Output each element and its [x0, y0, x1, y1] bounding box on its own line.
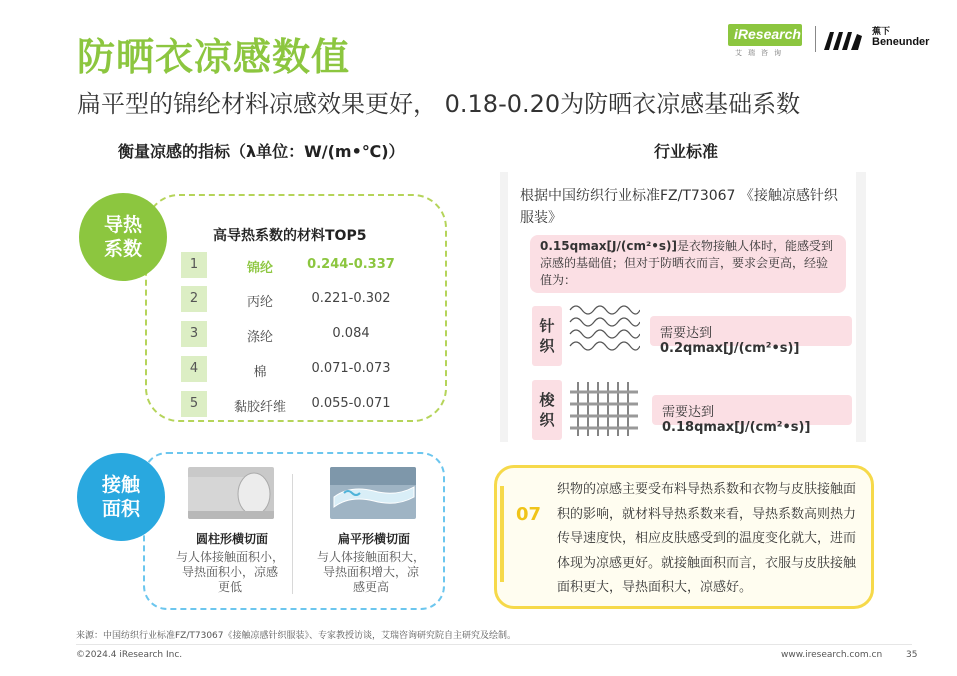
conductivity-value: 0.244-0.337 [307, 257, 395, 272]
conductivity-badge-line1: 导热 [103, 214, 142, 236]
flat-desc-line: 感更高 [352, 580, 389, 594]
baseline-note [530, 235, 846, 293]
contact-area-badge [77, 453, 165, 541]
knit-tag-char: 针 [539, 317, 555, 335]
top5-table-title: 高导热系数的材料TOP5 [213, 228, 367, 244]
conductivity-badge-line2: 系数 [103, 238, 142, 260]
beneunder-logo-icon [824, 30, 864, 50]
knit-req-prefix: 需要达到 [660, 326, 713, 341]
flat-fiber-image [330, 467, 416, 519]
round-desc-line: 与人体接触面积小， [175, 550, 284, 564]
flat-desc-line: 与人体接触面积大， [316, 550, 425, 564]
summary-number: 07 [516, 504, 542, 525]
contact-badge-line1: 接触 [101, 474, 140, 496]
logo-divider [815, 26, 816, 52]
material-name: 棉 [253, 365, 267, 380]
woven-requirement [652, 395, 852, 435]
flat-section-desc [308, 550, 434, 595]
round-section-title: 圆柱形横切面 [195, 532, 268, 546]
page-subtitle: 扁平型的锦纶材料凉感效果更好， 0.18-0.20为防晒衣凉感基础系数 [77, 90, 801, 118]
woven-tag-char: 织 [539, 411, 555, 429]
woven-tag [532, 380, 562, 440]
knit-tag-char: 织 [539, 337, 555, 355]
source-note: 来源：中国纺织行业标准FZ/T73067《接触凉感针织服装》、专家教授访谈，艾瑞咨询研究院自主研究及绘制。 [76, 631, 517, 641]
copyright: ©2024.4 iResearch Inc. [76, 650, 183, 660]
rank-number: 5 [181, 391, 207, 417]
knit-fabric-image [568, 302, 640, 362]
woven-req-value: 0.18qmax[J/(cm²•s)] [662, 420, 811, 435]
knit-req-value: 0.2qmax[J/(cm²•s)] [660, 341, 800, 356]
conductivity-value: 0.071-0.073 [311, 361, 391, 376]
material-name: 锦纶 [246, 261, 273, 276]
round-fiber-image [188, 467, 274, 519]
round-section-desc [168, 550, 292, 595]
rank-number: 2 [181, 286, 207, 312]
material-name: 涤纶 [246, 330, 273, 345]
woven-req-prefix: 需要达到 [662, 405, 715, 420]
baseline-value: 0.15qmax[J/(cm²•s)] [540, 239, 678, 253]
iresearch-logo-cn: 艾瑞咨询 [735, 49, 787, 57]
rank-number: 1 [181, 252, 207, 278]
material-name: 丙纶 [246, 295, 273, 310]
material-name: 黏胶纤维 [233, 400, 286, 415]
round-desc-line: 导热面积小，凉感 [181, 565, 278, 579]
summary-accent-bar [500, 486, 504, 582]
table-row [181, 356, 431, 383]
conductivity-value: 0.221-0.302 [311, 291, 391, 306]
page-number: 35 [906, 650, 918, 660]
summary-text: 织物的凉感主要受布料导热系数和衣物与皮肤接触面积的影响，就材料导热系数来看，导热系数高则热力传导速度快，相应皮肤感受到的温度变化就大，进而体现为凉感更好。就接触面积而言，衣服与皮肤接触面积更大，导热面积大，凉感好。 [557, 482, 857, 595]
round-desc-line: 更低 [217, 580, 242, 594]
footer-divider [76, 644, 912, 645]
beneunder-logo: Beneunder [872, 36, 930, 48]
page-title: 防晒衣凉感数值 [77, 35, 351, 79]
flat-desc-line: 导热面积增大，凉 [322, 565, 419, 579]
conductivity-value: 0.084 [332, 326, 370, 341]
contact-divider [292, 474, 293, 594]
knit-requirement [650, 316, 852, 356]
conductivity-badge [79, 193, 167, 281]
flat-section-title: 扁平形横切面 [337, 532, 410, 546]
woven-tag-char: 梭 [539, 391, 555, 409]
table-row [181, 391, 431, 418]
right-section-heading: 行业标准 [654, 142, 719, 161]
baseline-note-text: 是衣物接触人体时，能感受到凉感的基础值；但对于防晒衣而言，要求会更高，经验值为： [540, 239, 834, 287]
left-section-heading: 衡量凉感的指标（λ单位：W/(m•℃)） [118, 142, 405, 161]
contact-badge-line2: 面积 [101, 498, 140, 520]
beneunder-logo-cn: 蕉下 [872, 27, 891, 37]
rank-number: 4 [181, 356, 207, 382]
website: www.iresearch.com.cn [781, 650, 883, 660]
woven-fabric-image [568, 378, 640, 438]
knit-tag [532, 306, 562, 366]
table-row [181, 252, 431, 279]
standard-text: 根据中国纺织行业标准FZ/T73067 《接触凉感针织服装》 [520, 188, 838, 226]
iresearch-logo: iResearch [728, 24, 802, 46]
table-row [181, 321, 431, 348]
conductivity-value: 0.055-0.071 [311, 396, 391, 411]
rank-number: 3 [181, 321, 207, 347]
table-row [181, 286, 431, 313]
